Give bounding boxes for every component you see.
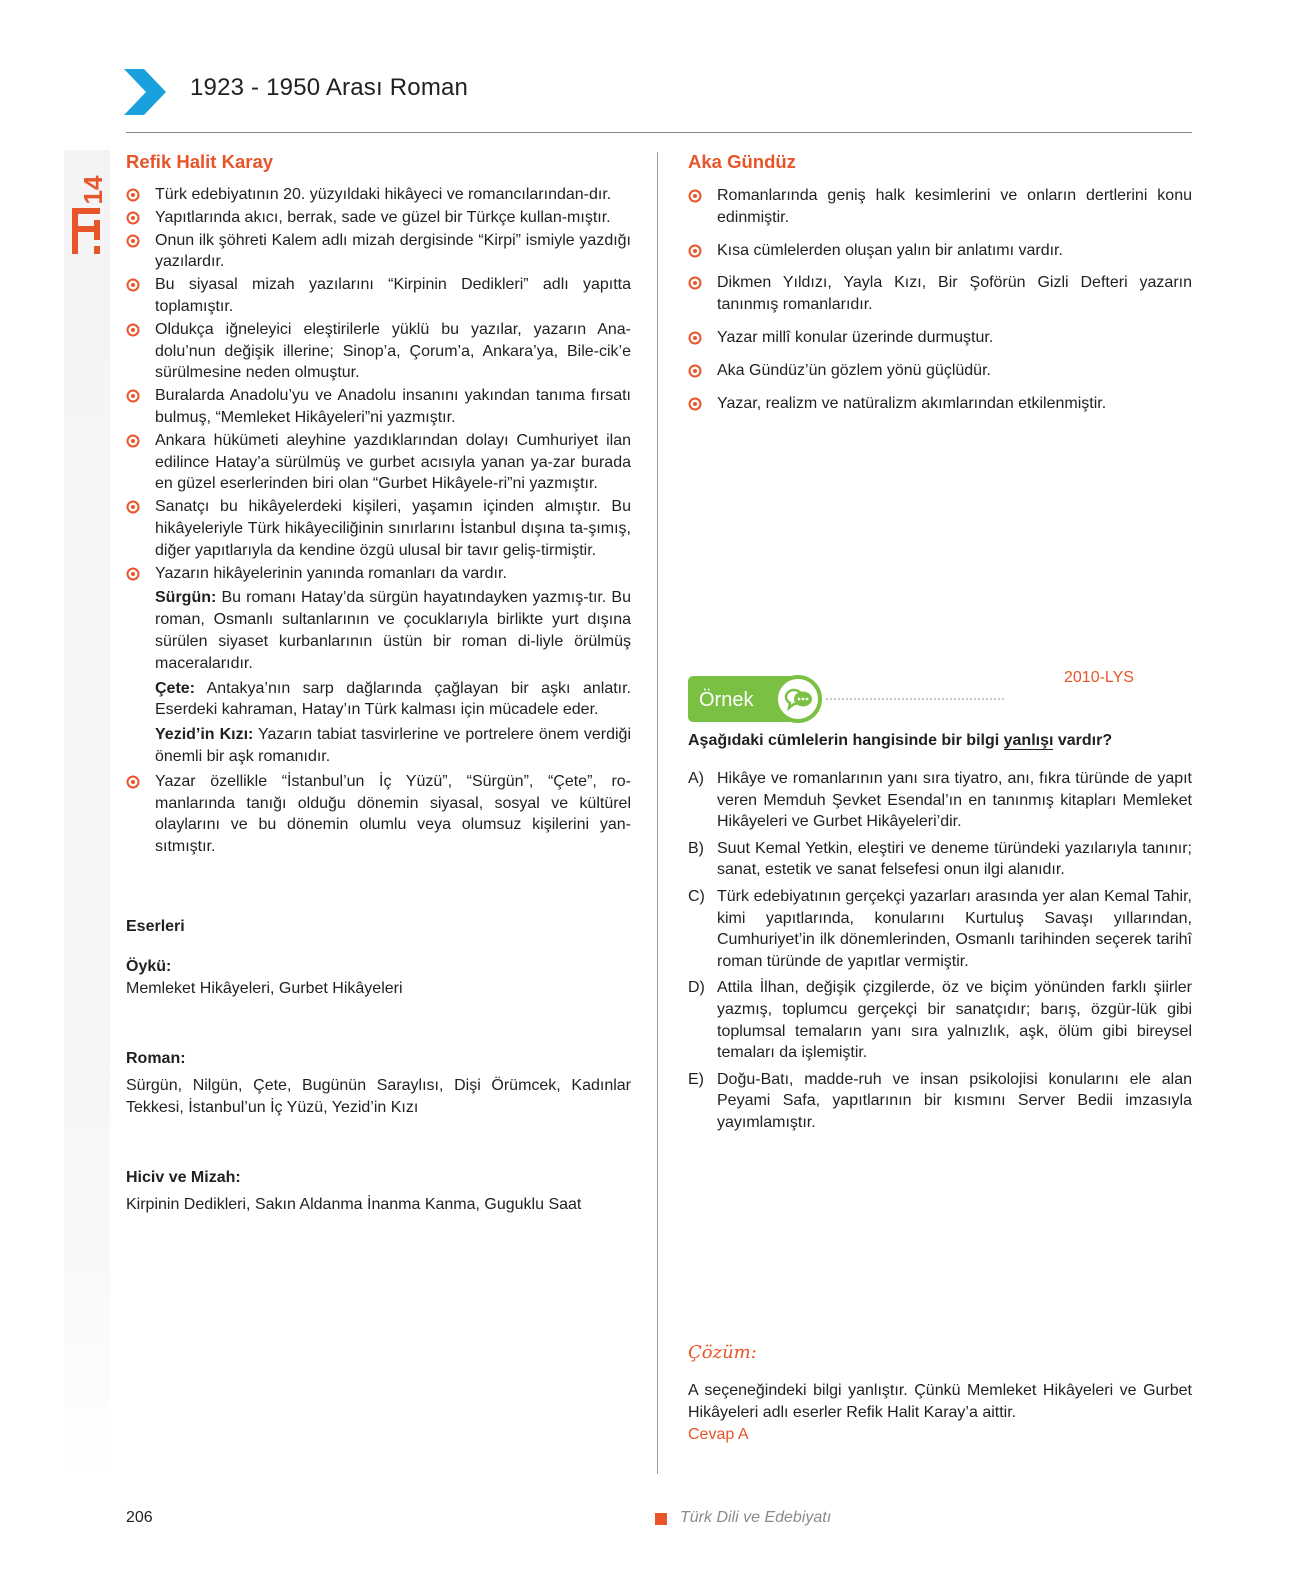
novel-title: Yezid’in Kızı: [155, 726, 254, 744]
genre-label: Hiciv ve Mizah: [126, 1168, 241, 1186]
answer-option [688, 1069, 1192, 1134]
chapter-title: 1923 - 1950 Arası Roman [190, 74, 469, 101]
works-story [126, 956, 631, 1000]
aka-gunduz-bullets [688, 185, 1192, 414]
novel-description [126, 678, 631, 722]
list-item [126, 496, 631, 561]
target-bullet-icon [688, 364, 702, 378]
option-text: Attila İlhan, değişik çizgilerde, öz ve biçim yönünden farklı şiirler yazmış, toplumcu gerçekçi bir sanatçıdır; barış, özgür-lük gibi toplumsal temaların yanı sıra yalnızlık, aşk, ölüm gibi bireysel temaları da işlemiştir. [717, 979, 1192, 1062]
list-item [126, 319, 631, 384]
list-item [126, 771, 631, 858]
fasikul-logo [72, 208, 100, 254]
genre-items: Kirpinin Dedikleri, Sakın Aldanma İnanma Kanma, Guguklu Saat [126, 1195, 582, 1213]
question-part: Aşağıdaki cümlelerin hangisinde bir bilgi [688, 732, 1004, 749]
novel-title: Çete: [155, 679, 196, 697]
list-item [688, 327, 1192, 349]
example-label: Örnek [699, 689, 754, 711]
page-number: 206 [126, 1509, 153, 1526]
svg-text:Çözüm:: Çözüm: [688, 1342, 757, 1363]
author-heading-refik-halit-karay: Refik Halit Karay [126, 151, 274, 172]
list-item [126, 274, 631, 318]
option-letter: D) [688, 979, 705, 997]
target-bullet-icon [126, 500, 140, 514]
solution-label [688, 1338, 768, 1368]
solution-text: A seçeneğindeki bilgi yanlıştır. Çünkü Memleket Hikâyeleri ve Gurbet Hikâyeleri adlı eserler Refik Halit Karay’a aittir. [688, 1382, 1192, 1421]
list-item [126, 430, 631, 495]
genre-label: Öykü: [126, 957, 172, 975]
bullet-text: Sanatçı bu hikâyelerdeki kişileri, yaşamın içinden almıştır. Bu hikâyeleriyle Türk hikâyeciliğinin sınırlarını İstanbul dışına ta-şımış, diğer yapıtlarıyla da kendine özgü ulusal bir tavır geliş-tirmiştir. [155, 498, 631, 559]
list-item [126, 184, 631, 206]
target-bullet-icon [126, 775, 140, 789]
list-item [688, 272, 1192, 316]
left-column [126, 150, 631, 1216]
footer-square-icon [655, 1513, 667, 1525]
list-item [688, 185, 1192, 229]
list-item [126, 230, 631, 274]
bullet-text: Onun ilk şöhreti Kalem adlı mizah dergisinde “Kirpi” ismiyle yazdığı yazılardır. [155, 231, 631, 271]
refik-halit-karay-last-bullet [126, 771, 631, 858]
option-text: Doğu-Batı, madde-ruh ve insan psikolojisi konularını ele alan Peyami Safa, yapıtlarının bir kısmını Server Bedii imzasıyla yayımlamıştır. [717, 1070, 1192, 1131]
genre-items: Sürgün, Nilgün, Çete, Bugünün Saraylısı, Dişi Örümcek, Kadınlar Tekkesi, İstanbul’un İç Yüzü, Yezid’in Kızı [126, 1076, 631, 1116]
refik-halit-karay-bullets [126, 184, 631, 584]
fasikul-number: 14 [78, 175, 108, 205]
side-strip [64, 150, 110, 1480]
bullet-text: Ankara hükümeti aleyhine yazdıklarından dolayı Cumhuriyet ilan edilince Hatay’a sürülmüş ve gurbet acısıyla yanan ya-zar burada en güzel eserlerinden biri olan “Gurbet Hikâyele-ri”ni yazmıştır. [155, 431, 631, 493]
option-letter: E) [688, 1070, 704, 1088]
question-text [688, 730, 1192, 752]
target-bullet-icon [126, 188, 140, 202]
works-heading: Eserleri [126, 917, 185, 935]
question-part: vardır? [1053, 732, 1113, 749]
genre-label: Roman: [126, 1049, 186, 1067]
target-bullet-icon [126, 567, 140, 581]
option-letter: B) [688, 839, 704, 857]
dotted-divider [826, 698, 1004, 700]
answer-options [688, 768, 1192, 1139]
option-text: Türk edebiyatının gerçekçi yazarları arasında yer alan Kemal Tahir, kimi yapıtlarında, konularını Kurtuluş Savaşı yıllarından, Cumhuriyet’in ilk dönemlerinden, Osmanlı tarihinden seçerek tarihî roman türünde de yapıtlar vermiştir. [717, 887, 1192, 970]
author-heading-aka-gunduz: Aka Gündüz [688, 151, 796, 172]
target-bullet-icon [688, 244, 702, 258]
list-item [126, 563, 631, 585]
answer-option [688, 768, 1192, 833]
option-text: Suut Kemal Yetkin, eleştiri ve deneme türündeki yazılarıyla tanınır; sanat, estetik ve sanat felsefesi onun ilgi alanıdır. [717, 839, 1192, 879]
works-novel [126, 1048, 631, 1119]
speech-bubble-icon [774, 675, 822, 723]
bullet-text: Romanlarında geniş halk kesimlerini ve onların dertlerini konu edinmiştir. [717, 187, 1192, 226]
exam-tag: 2010-LYS [1064, 669, 1134, 686]
answer-option [688, 886, 1192, 972]
option-text: Hikâye ve romanlarının yanı sıra tiyatro, anı, fıkra türünde de yapıt veren Memduh Şevket Esendal’ın en tanınmış kitapları Memleket Hikâyeleri ve Gurbet Hikâyeleri’dir. [717, 770, 1192, 831]
target-bullet-icon [126, 211, 140, 225]
answer-option [688, 977, 1192, 1063]
works-satire [126, 1167, 631, 1216]
bullet-text: Bu siyasal mizah yazılarını “Kirpinin Dedikleri” adlı yapıtta toplamıştır. [155, 276, 631, 315]
target-bullet-icon [126, 234, 140, 248]
bullet-text: Yazar, realizm ve natüralizm akımlarından etkilenmiştir. [717, 394, 1107, 412]
target-bullet-icon [126, 434, 140, 448]
right-column [688, 150, 1192, 425]
list-item [688, 240, 1192, 262]
genre-items: Memleket Hikâyeleri, Gurbet Hikâyeleri [126, 979, 403, 997]
novel-descriptions [126, 587, 631, 767]
target-bullet-icon [688, 276, 702, 290]
column-divider [657, 152, 658, 1474]
bullet-text: Buralarda Anadolu’yu ve Anadolu insanını yakından tanıma fırsatı bulmuş, “Memleket Hikâyeleri”ni yazmıştır. [155, 387, 631, 426]
option-letter: A) [688, 770, 704, 787]
option-letter: C) [688, 887, 705, 905]
book-title: Türk Dili ve Edebiyatı [680, 1509, 832, 1526]
list-item [688, 393, 1192, 415]
bullet-text: Yazar millî konular üzerinde durmuştur. [717, 328, 994, 346]
bullet-text: Kısa cümlelerden oluşan yalın bir anlatımı vardır. [717, 241, 1063, 259]
header-divider [126, 132, 1192, 133]
bullet-text: Aka Gündüz’ün gözlem yönü güçlüdür. [717, 361, 991, 379]
target-bullet-icon [126, 323, 140, 337]
novel-description [126, 724, 631, 768]
list-item [126, 385, 631, 429]
target-bullet-icon [126, 389, 140, 403]
answer-text: Cevap A [688, 1426, 749, 1443]
bullet-text: Yazarın hikâyelerinin yanında romanları da vardır. [155, 564, 507, 582]
novel-description [126, 587, 631, 674]
novel-text: Yazarın tabiat tasvirlerine ve portrelere önem verdiği önemli bir aşk romanıdır. [155, 726, 631, 765]
question-emphasis: yanlışı [1003, 732, 1054, 749]
list-item [688, 360, 1192, 382]
novel-title: Sürgün: [155, 589, 217, 607]
bullet-text: Türk edebiyatının 20. yüzyıldaki hikâyeci ve romancılarından-dır. [155, 186, 612, 203]
target-bullet-icon [126, 278, 140, 292]
target-bullet-icon [688, 397, 702, 411]
list-item [126, 207, 631, 229]
bullet-text: Oldukça iğneleyici eleştirilerle yüklü bu yazılar, yazarın Ana-dolu’nun değişik illerine; Sinop’a, Çorum’a, Ankara’ya, Bile-cik’e sürülmesine neden olmuştur. [155, 320, 631, 382]
answer-option [688, 838, 1192, 881]
target-bullet-icon [688, 189, 702, 203]
bullet-text: Yazar özellikle “İstanbul’un İç Yüzü”, “Sürgün”, “Çete”, ro-manlarında tanığı olduğu dönemin siyasal, sosyal ve kültürel olaylarını ve bu dönemin olumlu veya olumsuz kişilerini yan-sıtmıştır. [155, 772, 631, 856]
fasikul-tab [64, 150, 110, 260]
target-bullet-icon [688, 331, 702, 345]
novel-text: Antakya’nın sarp dağlarında çağlayan bir aşkı anlatır. Eserdeki kahraman, Hatay’ın Türk kalması için mücadele eder. [155, 679, 631, 719]
bullet-text: Dikmen Yıldızı, Yayla Kızı, Bir Şoförün Gizli Defteri yazarın tanınmış romanlarıdır. [717, 274, 1192, 314]
chevron-right-icon [124, 69, 166, 115]
novel-text: Bu romanı Hatay’da sürgün hayatındayken yazmış-tır. Bu roman, Osmanlı sultanlarının ve çocuklarıyla birlikte yurt dışına sürülen siyaset kurbanlarının üstün bir roman di-liyle örülmüş maceralarıdır. [155, 589, 631, 672]
bullet-text: Yapıtlarında akıcı, berrak, sade ve güzel bir Türkçe kullan-mıştır. [155, 208, 611, 226]
